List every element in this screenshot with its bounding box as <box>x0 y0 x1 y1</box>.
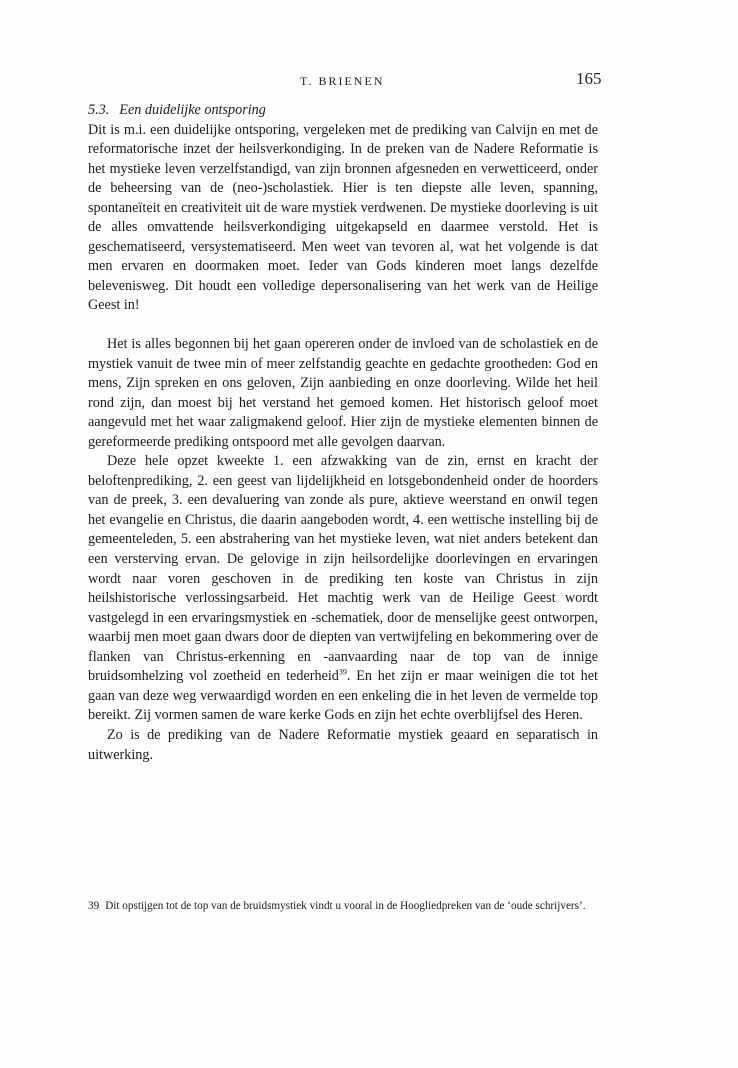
section-heading <box>88 101 598 121</box>
section-number: 5.3. <box>88 102 110 118</box>
paragraph-gap <box>88 316 598 335</box>
paragraph: Dit is m.i. een duidelijke ontsporing, vergeleken met de prediking van Calvijn en met de reformatorische inzet der heilsverkondiging. In de preken van de Nadere Reformatie is het mystieke leven verzelfstandigd, van zijn bronnen afgesneden en verwetticeerd, onder de beheersing van de (neo-)scholastiek. Hier is ten diepste alle leven, spanning, spontaneïteit en creativiteit uit de ware mystiek verdwenen. De mystieke doorleving is uit de alles omvattende heilsverkondiging uitgekapseld en daarmee verstold. Het is geschematiseerd, versystematiseerd. Men weet van tevoren al, wat het volgende is dat men ervaren en doormaken moet. Ieder van Gods kinderen moet langs dezelfde belevenisweg. Dit houdt een volledige depersonalisering van het werk van de Heilige Geest in! <box>88 121 598 314</box>
paragraph: Zo is de prediking van de Nadere Reformatie mystiek geaard en separatisch in uitwerking. <box>88 726 598 763</box>
footnote-text: Dit opstijgen tot de top van de bruidsmystiek vindt u vooral in de Hoogliedpreken van de ‘oude schrijvers’. <box>105 900 586 912</box>
paragraph: Het is alles begonnen bij het gaan opereren onder de invloed van de scholastiek en de mystiek vanuit de twee min of meer zelfstandig geachte en gedachte grootheden: God en mens, Zijn spreken en ons geloven, Zijn aanbieding en onze doorleving. Wilde het heil rond zijn, dan moest bij het verstand het gemoed komen. Het historisch geloof moet aangevuld met het waar zaligmakend geloof. Hier zijn de mystieke elementen binnen de gereformeerde prediking ontspoord met alle gevolgen daarvan. <box>88 336 598 450</box>
paragraph <box>88 452 598 726</box>
body-text <box>88 101 598 765</box>
page-number: 165 <box>576 69 602 88</box>
section-title: Een duidelijke ontsporing <box>119 102 266 118</box>
running-head: T. BRIENEN <box>300 74 385 88</box>
footnote <box>88 898 598 914</box>
footnote-reference[interactable]: 39 <box>338 667 347 677</box>
footnote-number: 39 <box>88 900 100 912</box>
paragraph-text: Deze hele opzet kweekte 1. een afzwakking van de zin, ernst en kracht der beloftenprediking, 2. een geest van lijdelijkheid en lotsgebondenheid onder de hoorders van de preek, 3. een devaluering van zonde als pure, aktieve weerstand en onwil tegen het evangelie en Christus, die daarin aangeboden wordt, 4. een wettische instelling bij de gemeenteleden, 5. een abstrahering van het mystieke leven, wat niet anders betekent dan een versterving ervan. De gelovige in zijn heilsordelijke doorlevingen en ervaringen wordt naar voren geschoven in de prediking ten koste van Christus in zijn heilshistorische verlossingsarbeid. Het machtig werk van de Heilige Geest wordt vastgelegd in een ervaringsmystiek en -schematiek, door de menselijke geest ontworpen, waarbij men moet gaan dwars door de diepten van vertwijfeling en bekommering over de flanken van Christus-erkenning en -aanvaarding naar de top van de innige bruidsomhelzing vol zoetheid en tederheid <box>88 453 598 685</box>
paragraph-text: . En het zijn er maar weinigen die tot het gaan van deze weg verwaardigd worden en een enkeling die in het leven de vermelde top bereikt. Zij vormen samen de ware kerke Gods en zijn het echte overblijfsel des Heren. <box>88 668 599 724</box>
